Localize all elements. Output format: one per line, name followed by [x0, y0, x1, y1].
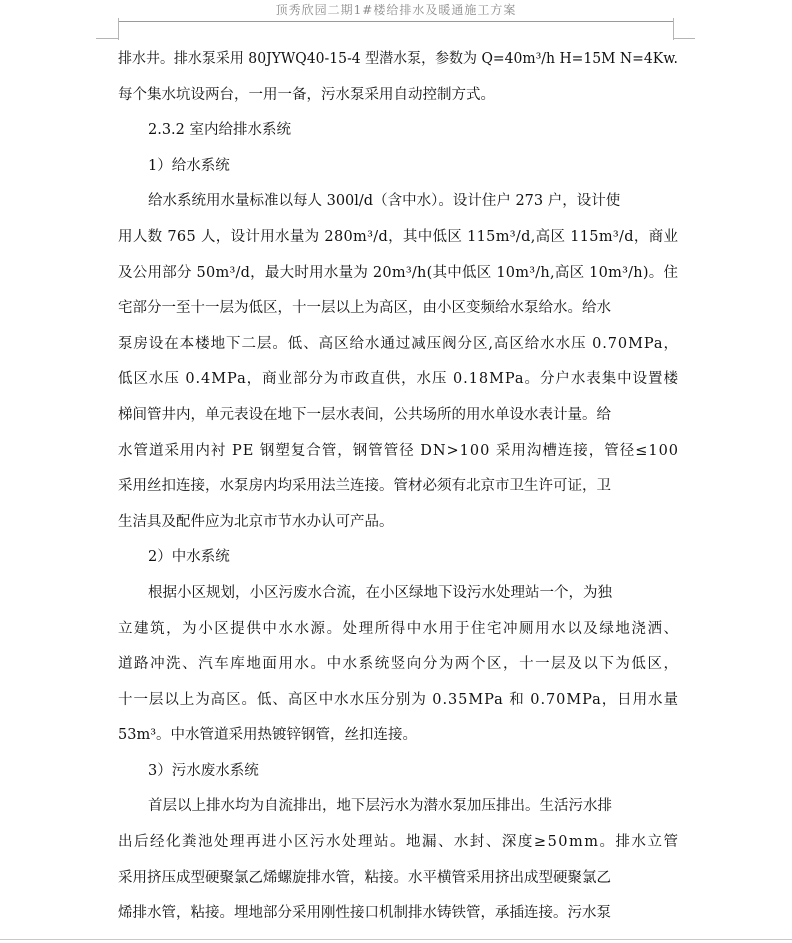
text-line: 烯排水管，粘接。埋地部分采用刚性接口机制排水铸铁管，承插连接。污水泵: [118, 905, 611, 922]
crop-mark-top-left-vertical: [118, 18, 119, 40]
text-line: 2.3.2 室内给排水系统: [148, 122, 292, 139]
text-line: 泵房设在本楼地下二层。低、高区给水通过减压阀分区,高区给水水压 0.70MPa，: [118, 335, 679, 352]
page-bottom-edge: [0, 939, 792, 940]
text-line: 每个集水坑设两台，一用一备，污水泵采用自动控制方式。: [118, 86, 495, 103]
text-line: 水管道采用内衬 PE 钢塑复合管，钢管管径 DN>100 采用沟槽连接，管径≤100: [118, 442, 679, 459]
crop-mark-top-left-horizontal: [96, 38, 118, 39]
text-line: 用人数 765 人，设计用水量为 280m³/d，其中低区 115m³/d,高区 115m³/d，商业: [118, 228, 679, 245]
text-line: 出后经化粪池处理再进小区污水处理站。地漏、水封、深度≥50mm。排水立管: [118, 834, 680, 851]
text-line: 梯间管井内，单元表设在地下一层水表间，公共场所的用水单设水表计量。给: [118, 406, 611, 423]
text-line: 根据小区规划，小区污废水合流，在小区绿地下设污水处理站一个，为独: [148, 584, 612, 601]
document-body: [118, 42, 678, 932]
page-header: 顶秀欣园二期1#楼给排水及暖通施工方案: [275, 3, 517, 17]
text-line: 低区水压 0.4MPa，商业部分为市政直供，水压 0.18MPa。分户水表集中设置楼: [118, 371, 679, 388]
text-line: 十一层以上为高区。低、高区中水水压分别为 0.35MPa 和 0.70MPa，日用水量: [118, 691, 679, 708]
text-line: 采用挤压成型硬聚氯乙烯螺旋排水管，粘接。水平横管采用挤出成型硬聚氯乙: [118, 869, 611, 886]
text-line: 宅部分一至十一层为低区，十一层以上为高区，由小区变频给水泵给水。给水: [118, 300, 611, 317]
text-line: 及公用部分 50m³/d，最大时用水量为 20m³/h(其中低区 10m³/h,高区 10m³/h)。住: [118, 264, 679, 281]
text-line: 1）给水系统: [148, 157, 230, 174]
crop-mark-top-right-vertical: [673, 18, 674, 40]
text-line: 3）污水废水系统: [148, 762, 259, 779]
header-divider: [118, 21, 674, 22]
text-line: 立建筑，为小区提供中水水源。处理所得中水用于住宅冲厕用水以及绿地浇洒、: [118, 620, 680, 637]
text-line: 道路冲洗、汽车库地面用水。中水系统竖向分为两个区，十一层及以下为低区，: [118, 656, 680, 673]
text-line: 2）中水系统: [148, 549, 230, 566]
text-line: 采用丝扣连接，水泵房内均采用法兰连接。管材必须有北京市卫生许可证，卫: [118, 478, 611, 495]
text-line: 给水系统用水量标准以每人 300l/d（含中水）。设计住户 273 户，设计使: [148, 193, 621, 210]
text-line: 排水井。排水泵采用 80JYWQ40-15-4 型潜水泵，参数为 Q=40m³/h H=15M N=4Kw.: [118, 51, 678, 67]
text-line: 53m³。中水管道采用热镀锌钢管，丝扣连接。: [118, 727, 418, 744]
text-line: 生洁具及配件应为北京市节水办认可产品。: [118, 513, 394, 530]
text-line: 首层以上排水均为自流排出，地下层污水为潜水泵加压排出。生活污水排: [148, 798, 612, 815]
crop-mark-top-right-horizontal: [673, 38, 695, 39]
